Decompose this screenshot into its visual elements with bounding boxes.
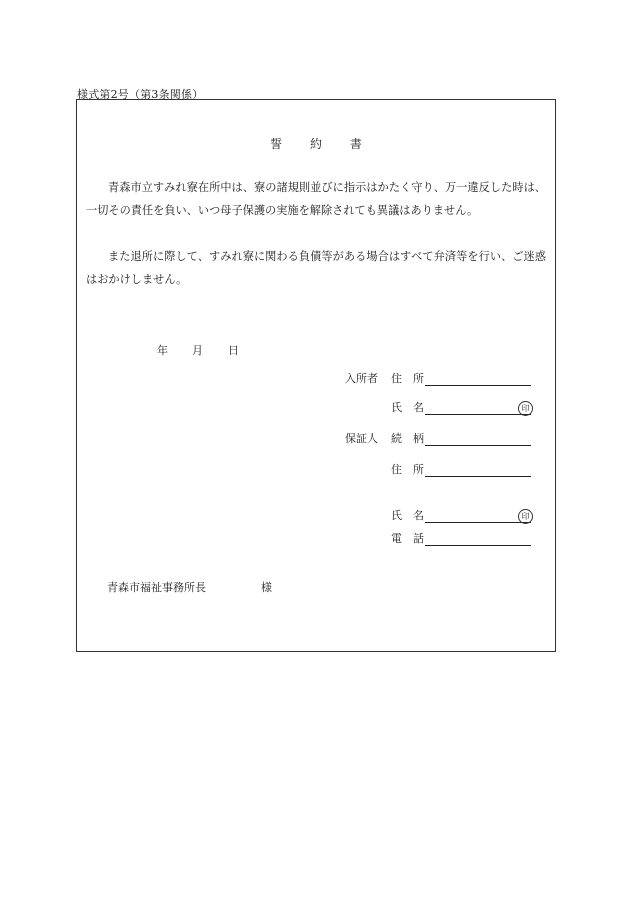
phone-label-char: 話	[413, 532, 424, 545]
applicant-name-row	[77, 400, 555, 416]
pledge-paragraph-1: 青森市立すみれ寮在所中は、寮の諸規則並びに指示はかたく守り、万一違反した時は、一切その責任を負い、いつ母子保護の実施を解除されても異議はありません。	[86, 181, 546, 217]
pledge-document-frame	[76, 99, 556, 652]
applicant-address-row	[77, 371, 555, 387]
guarantor-phone-field[interactable]	[425, 531, 531, 546]
applicant-address-field[interactable]	[425, 371, 531, 386]
address-label-char: 住	[391, 463, 402, 476]
guarantor-name-field[interactable]	[425, 508, 531, 523]
applicant-seal-icon: 印	[518, 401, 533, 416]
date-day-label: 日	[228, 344, 239, 357]
form-number: 様式第2号（第3条関係）	[77, 88, 204, 101]
phone-label-char: 電	[391, 532, 402, 545]
pledge-paragraph-2: また退所に際して、すみれ寮に関わる負債等がある場合はすべて弁済等を行い、ご迷惑はおかけしません。	[86, 250, 546, 286]
guarantor-relation-field[interactable]	[425, 431, 531, 446]
address-label-char: 所	[413, 372, 424, 385]
guarantor-seal-icon: 印	[518, 509, 533, 524]
guarantor-address-row	[77, 462, 555, 478]
guarantor-address-field[interactable]	[425, 462, 531, 477]
address-label-char: 住	[391, 372, 402, 385]
title-char: 書	[349, 137, 362, 151]
applicant-name-field[interactable]	[425, 400, 531, 415]
document-title	[77, 135, 555, 152]
relation-label-char: 柄	[413, 432, 424, 445]
title-char: 誓	[270, 137, 283, 151]
applicant-role-label: 入所者	[345, 372, 378, 385]
addressee-honorific: 様	[261, 581, 272, 594]
guarantor-relation-row	[77, 431, 555, 447]
name-label-char: 氏	[391, 401, 402, 414]
name-label-char: 氏	[391, 509, 402, 522]
date-year-label: 年	[157, 344, 168, 357]
address-label-char: 所	[413, 463, 424, 476]
addressee-office: 青森市福祉事務所長	[107, 581, 206, 594]
name-label-char: 名	[413, 401, 424, 414]
name-label-char: 名	[413, 509, 424, 522]
guarantor-phone-row	[77, 531, 555, 547]
guarantor-name-row	[77, 508, 555, 524]
relation-label-char: 続	[391, 432, 402, 445]
title-char: 約	[309, 137, 322, 151]
guarantor-role-label: 保証人	[345, 432, 378, 445]
date-month-label: 月	[192, 344, 203, 357]
